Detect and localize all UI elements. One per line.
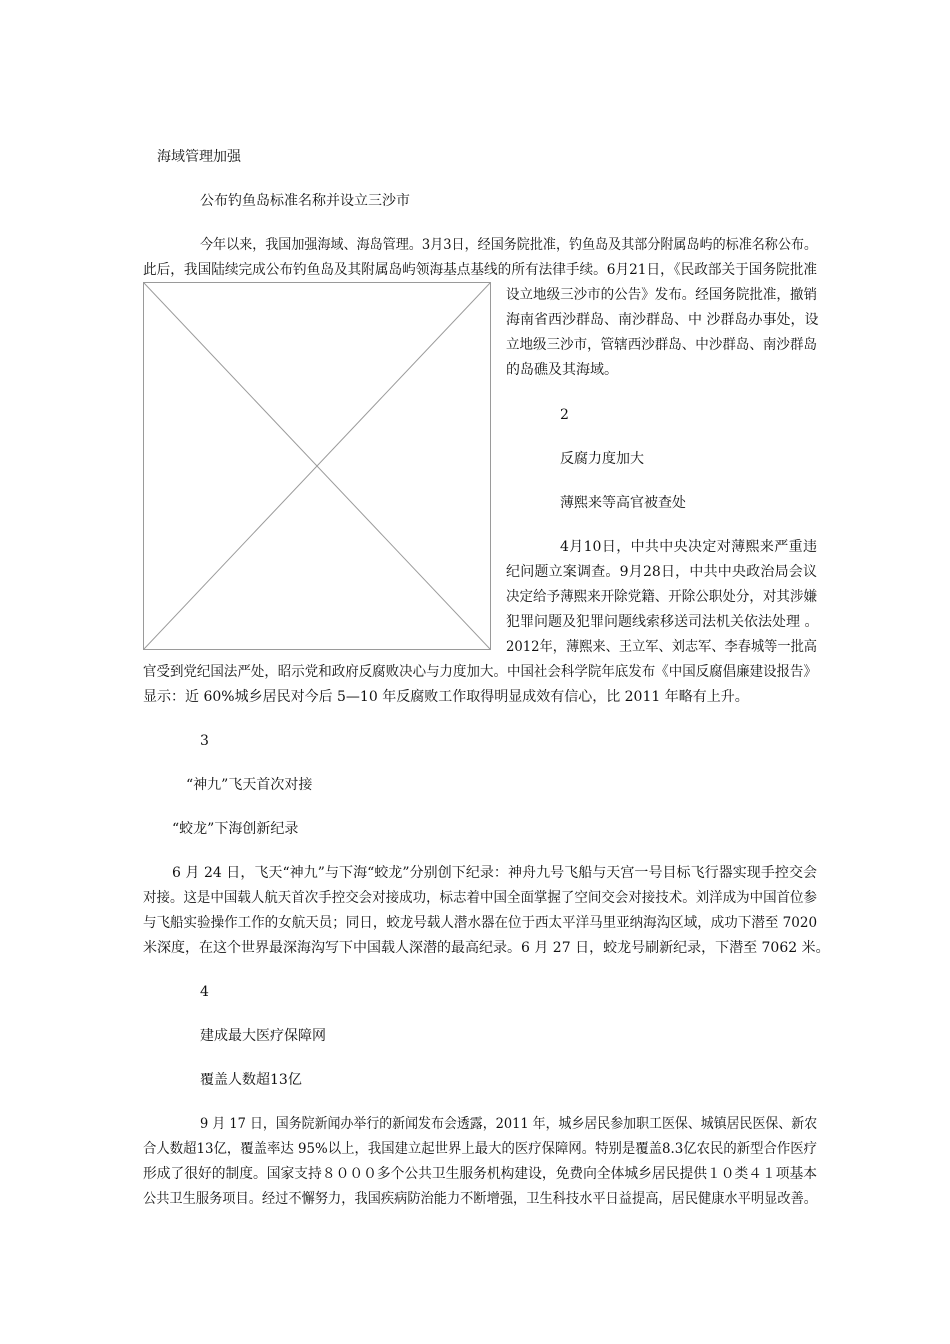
section4-subheading: 覆盖人数超13亿 — [200, 1072, 302, 1088]
section3-heading: “神九”飞天首次对接 — [186, 777, 313, 793]
section1-heading: 海域管理加强 — [157, 149, 241, 165]
section2-line-6: 官受到党纪国法严处，昭示党和政府反腐败决心与力度加大。中国社会科学院年底发布《中国反腐倡廉建设报告》 — [143, 664, 817, 680]
section4-heading: 建成最大医疗保障网 — [200, 1028, 326, 1044]
section3-number: 3 — [200, 733, 209, 749]
section1-line-5: 立地级三沙市，管辖西沙群岛、中沙群岛、南沙群岛 — [506, 337, 817, 353]
section1-line-1: 今年以来，我国加强海域、海岛管理。3月3日，经国务院批准，钓鱼岛及其部分附属岛屿的标准名称公布。 — [200, 237, 817, 253]
section2-subheading: 薄熙来等高官被查处 — [560, 495, 686, 511]
section4-line-3: 形成了很好的制度。国家支持８０００多个公共卫生服务机构建设，免费向全体城乡居民提供１０类４１项基本 — [143, 1166, 817, 1182]
section1-line-2: 此后，我国陆续完成公布钓鱼岛及其附属岛屿领海基点基线的所有法律手续。6月21日，《民政部关于国务院批准 — [143, 262, 817, 278]
section3-subheading: “蛟龙”下海创新纪录 — [172, 821, 299, 837]
section2-line-7: 显示：近 60%城乡居民对今后 5—10 年反腐败工作取得明显成效有信心，比 2011 年略有上升。 — [143, 689, 749, 705]
section3-line-1: 6 月 24 日，飞天“神九”与下海“蛟龙”分别创下纪录：神舟九号飞船与天宫一号目标飞行器实现手控交会 — [172, 865, 817, 881]
section2-heading: 反腐力度加大 — [560, 451, 644, 467]
section4-line-4: 公共卫生服务项目。经过不懈努力，我国疾病防治能力不断增强，卫生科技水平日益提高，居民健康水平明显改善。 — [143, 1191, 817, 1207]
section4-line-1: 9 月 17 日，国务院新闻办举行的新闻发布会透露，2011 年，城乡居民参加职工医保、城镇居民医保、新农 — [200, 1116, 818, 1132]
section3-line-3: 与飞船实验操作工作的女航天员；同日，蛟龙号载人潜水器在位于西太平洋马里亚纳海沟区域，成功下潜至 7020 — [143, 915, 818, 931]
image-placeholder — [143, 282, 491, 650]
section2-line-3: 决定给予薄熙来开除党籍、开除公职处分，对其涉嫌 — [506, 589, 817, 605]
section2-line-4: 犯罪问题及犯罪问题线索移送司法机关依法处理 。 — [506, 614, 819, 630]
section1-subheading: 公布钓鱼岛标准名称并设立三沙市 — [200, 193, 410, 209]
section2-line-5: 2012年，薄熙来、王立军、刘志军、李春城等一批高 — [506, 639, 817, 655]
section4-number: 4 — [200, 984, 209, 1000]
section2-number: 2 — [560, 407, 569, 423]
section1-line-6: 的岛礁及其海域。 — [506, 362, 618, 378]
section3-line-4: 米深度，在这个世界最深海沟写下中国载人深潜的最高纪录。6 月 27 日，蛟龙号刷新纪录，下潜至 7062 米。 — [143, 940, 830, 956]
section2-line-1: 4月10日，中共中央决定对薄熙来严重违 — [560, 539, 817, 555]
section1-line-3: 设立地级三沙市的公告》发布。经国务院批准，撤销 — [506, 287, 817, 303]
section2-line-2: 纪问题立案调查。9月28日，中共中央政治局会议 — [506, 564, 817, 580]
section3-line-2: 对接。这是中国载人航天首次手控交会对接成功，标志着中国全面掌握了空间交会对接技术。刘洋成为中国首位参 — [143, 890, 817, 906]
section1-line-4: 海南省西沙群岛、南沙群岛、中 沙群岛办事处，设 — [506, 312, 819, 328]
placeholder-cross-icon — [144, 283, 490, 649]
section4-line-2: 合人数超13亿，覆盖率达 95%以上，我国建立起世界上最大的医疗保障网。特别是覆盖8.3亿农民的新型合作医疗 — [143, 1141, 817, 1157]
